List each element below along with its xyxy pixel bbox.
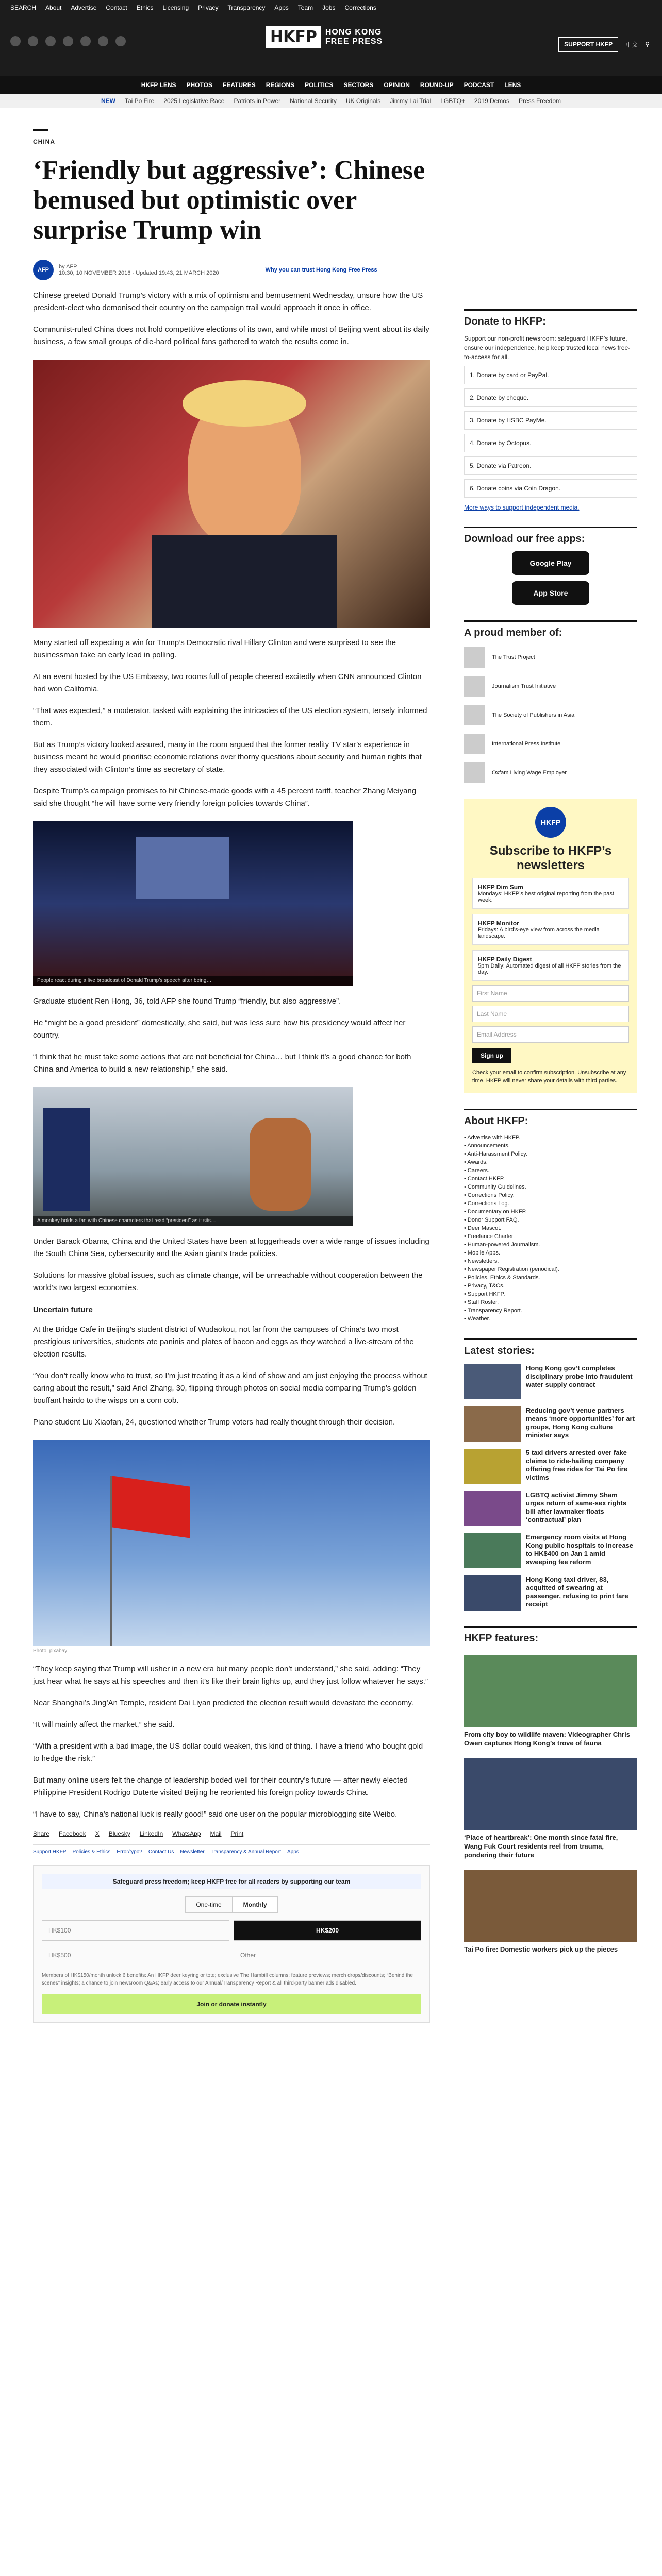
story-thumbnail[interactable] xyxy=(464,1406,521,1442)
member-logo xyxy=(464,762,485,783)
paragraph: At an event hosted by the US Embassy, two rooms full of people cheered excitedly when CNN announced Clinton had won California. xyxy=(33,672,422,693)
about-list xyxy=(464,1133,637,1323)
member-logo xyxy=(464,676,485,697)
features-title: HKFP features: xyxy=(464,1626,637,1645)
share-bar xyxy=(33,1830,430,1837)
more-ways-link[interactable]: More ways to support independent media. xyxy=(464,504,580,511)
newsletter-logo: HKFP xyxy=(535,807,566,838)
story-title[interactable]: LGBTQ activist Jimmy Sham urges return of same-sex rights bill after lawmaker floats ‘contractual’ plan xyxy=(526,1491,627,1523)
photo-caption: A monkey holds a fan with Chinese characters that read “president” as it sits… xyxy=(33,1216,353,1226)
about-link[interactable]: • Donor Support FAQ. xyxy=(464,1217,519,1223)
features-list xyxy=(464,1655,637,1954)
paragraph: He “might be a good president” domestically, she said, but was less sure how his presidency would affect her country. xyxy=(33,1019,406,1040)
nav-item[interactable]: OPINION xyxy=(384,81,410,89)
suit-shape xyxy=(152,535,337,628)
article-title: ‘Friendly but aggressive’: Chinese bemused but optimistic over surprise Trump win xyxy=(33,156,425,245)
app-store-button[interactable]: App Store xyxy=(512,581,589,605)
about-link[interactable]: • Announcements. xyxy=(464,1143,510,1149)
about-link[interactable]: • Weather. xyxy=(464,1316,490,1322)
member-item[interactable] xyxy=(464,705,637,725)
policy-link[interactable]: Newsletter xyxy=(180,1849,205,1855)
story-thumbnail[interactable] xyxy=(464,1364,521,1399)
signup-row xyxy=(472,1043,629,1063)
story-thumbnail[interactable] xyxy=(464,1533,521,1568)
option-name: HKFP Daily Digest xyxy=(478,956,532,963)
feature-title[interactable]: Tai Po fire: Domestic workers pick up the pieces xyxy=(464,1945,618,1953)
member-name: Journalism Trust Initiative xyxy=(492,683,556,689)
paragraph: Near Shanghai’s Jing’An Temple, resident Dai Liyan predicted the election result would devastate the economy. xyxy=(33,1699,413,1707)
youtube-icon[interactable] xyxy=(63,36,73,46)
photo-caption: Photo: pixabay xyxy=(33,1648,68,1654)
member-name: International Press Institute xyxy=(492,741,561,747)
monthly-option[interactable]: Monthly xyxy=(233,1896,278,1913)
nav-item[interactable]: FEATURES xyxy=(222,81,256,89)
about-link[interactable]: • Support HKFP. xyxy=(464,1291,505,1297)
support-button[interactable]: SUPPORT HKFP xyxy=(558,37,618,52)
flag-shape xyxy=(112,1476,190,1538)
category-label[interactable]: CHINA xyxy=(33,138,55,145)
apps-title: Download our free apps: xyxy=(464,527,637,545)
share-facebook[interactable]: Facebook xyxy=(59,1830,86,1837)
share-mail[interactable]: Mail xyxy=(210,1830,222,1837)
paragraph: Many started off expecting a win for Trump’s Democratic rival Hillary Clinton and were surprised to see the businessman take an early lead in polling. xyxy=(33,638,396,659)
nav-item[interactable]: REGIONS xyxy=(266,81,295,89)
option-desc: 5pm Daily: Automated digest of all HKFP stories from the day. xyxy=(478,963,621,975)
util-link[interactable]: Licensing xyxy=(162,4,189,11)
util-link[interactable]: Apps xyxy=(274,4,289,11)
member-title: A proud member of: xyxy=(464,620,637,639)
newsletter-title: Subscribe to HKFP’s newsletters xyxy=(489,844,612,872)
one-time-option[interactable]: One-time xyxy=(185,1896,232,1913)
about-link[interactable]: • Mobile Apps. xyxy=(464,1250,500,1256)
newsletter-option[interactable] xyxy=(472,878,629,909)
logo-name-line: HONG KONG xyxy=(325,27,382,37)
subnav-item[interactable]: 2019 Demos xyxy=(474,97,509,105)
logo-name-line: FREE PRESS xyxy=(325,37,383,46)
donate-head: Safeguard press freedom; keep HKFP free for all readers by supporting our team xyxy=(42,1874,421,1889)
nav-item[interactable]: ROUND-UP xyxy=(420,81,454,89)
section-heading: Uncertain future xyxy=(33,1306,93,1314)
donate-panel xyxy=(464,309,637,511)
article xyxy=(33,129,430,2023)
first-name-field[interactable]: First Name xyxy=(472,985,629,1002)
paragraph: “With a president with a bad image, the US dollar could weaken, this kind of thing. I have a friend who bought gold to hedge the risk.” xyxy=(33,1742,423,1763)
story-title[interactable]: Reducing gov’t venue partners means ‘more opportunities’ for art groups, Hong Kong culture minister says xyxy=(526,1406,635,1439)
story-thumbnail[interactable] xyxy=(464,1449,521,1484)
option-desc: Fridays: A bird’s-eye view from across the media landscape. xyxy=(478,927,600,939)
amount-option-selected[interactable]: HK$200 xyxy=(234,1920,421,1941)
about-link[interactable]: • Newspaper Registration (periodical). xyxy=(464,1266,559,1273)
new-badge: NEW xyxy=(101,97,115,105)
paragraph: But as Trump’s victory looked assured, many in the room argued that the former reality TV star’s experience in business meant he would prioritise economic relations over thorny questions about security and human rights that they associated with Clinton’s time as secretary of state. xyxy=(33,740,422,774)
subnav-item[interactable]: Patriots in Power xyxy=(234,97,281,105)
publish-date: 10:30, 10 NOVEMBER 2016 · Updated 19:43, 21 MARCH 2020 xyxy=(59,270,219,276)
paragraph: Solutions for massive global issues, such as climate change, will be unreachable without cooperation between the world’s two largest economies. xyxy=(33,1271,423,1292)
about-link[interactable]: • Policies, Ethics & Standards. xyxy=(464,1275,540,1281)
search-link[interactable]: SEARCH xyxy=(10,4,37,11)
policy-link[interactable]: Error/typo? xyxy=(117,1849,142,1855)
paragraph: Communist-ruled China does not hold competitive elections of its own, and while most of Beijing went about its daily business, a few small groups of die-hard political fans gathered to watch the results come in. xyxy=(33,325,429,346)
share-x[interactable]: X xyxy=(95,1830,100,1837)
screen-shape xyxy=(136,837,229,899)
last-name-field[interactable]: Last Name xyxy=(472,1006,629,1022)
member-name: Oxfam Living Wage Employer xyxy=(492,770,567,776)
util-link[interactable]: Privacy xyxy=(198,4,219,11)
feature-image[interactable] xyxy=(464,1758,637,1830)
subnav-item[interactable]: Press Freedom xyxy=(518,97,561,105)
about-link[interactable]: • Deer Mascot. xyxy=(464,1225,502,1231)
paragraph: Despite Trump’s campaign promises to hit Chinese-made goods with a 45 percent tariff, teacher Zhang Meiyang said she thought “he will have some very friendly foreign policies towards China”. xyxy=(33,787,417,808)
story-title[interactable]: Hong Kong taxi driver, 83, acquitted of swearing at passenger, refusing to print fare receipt xyxy=(526,1575,628,1608)
feature-title[interactable]: ‘Place of heartbreak’: One month since fatal fire, Wang Fuk Court residents reel from trauma, pondering their future xyxy=(464,1834,618,1859)
latest-story[interactable] xyxy=(464,1491,637,1526)
latest-story[interactable] xyxy=(464,1533,637,1568)
share-whatsapp[interactable]: WhatsApp xyxy=(172,1830,201,1837)
nav-item[interactable]: PODCAST xyxy=(464,81,494,89)
donate-title: Donate to HKFP: xyxy=(464,309,637,328)
author-name[interactable]: by AFP xyxy=(59,264,77,270)
share-print[interactable]: Print xyxy=(230,1830,244,1837)
logo-name xyxy=(325,28,383,46)
share-linkedin[interactable]: LinkedIn xyxy=(139,1830,163,1837)
util-link[interactable]: Ethics xyxy=(136,4,154,11)
option-name: HKFP Dim Sum xyxy=(478,884,523,891)
paragraph: Graduate student Ren Hong, 36, told AFP she found Trump “friendly, but also aggressive”. xyxy=(33,997,341,1006)
about-link[interactable]: • Advertise with HKFP. xyxy=(464,1134,520,1141)
newsletter-signup xyxy=(464,799,637,1093)
about-title: About HKFP: xyxy=(464,1109,637,1127)
paragraph: Under Barack Obama, China and the United States have been at loggerheads over a wide range of issues including the South China Sea, cybersecurity and the Asian giant’s trade policies. xyxy=(33,1237,429,1258)
trust-link[interactable]: Why you can trust Hong Kong Free Press xyxy=(265,267,377,273)
story-thumbnail[interactable] xyxy=(464,1575,521,1611)
donate-note: Members of HK$150/month unlock 6 benefits: An HKFP deer keyring or tote; exclusive The Hambill columns; feature previews; merch drops/discounts; “Behind the scenes” insights; a chance to join newsroom Q&As; early access to our Annual/Transparency Report & all third-party banner ads disabled. xyxy=(42,1973,413,1986)
member-name: The Society of Publishers in Asia xyxy=(492,712,575,718)
monkey-shape xyxy=(250,1118,311,1211)
member-logo xyxy=(464,705,485,725)
nav-item[interactable]: POLITICS xyxy=(305,81,334,89)
story-title[interactable]: Emergency room visits at Hong Kong public hospitals to increase to HK$400 on Jan 1 amid sweeping fee reform xyxy=(526,1533,634,1566)
member-item[interactable] xyxy=(464,734,637,754)
member-item[interactable] xyxy=(464,647,637,668)
about-link[interactable]: • Documentary on HKFP. xyxy=(464,1209,527,1215)
feature-story[interactable] xyxy=(464,1870,637,1954)
subnav-item[interactable]: Jimmy Lai Trial xyxy=(390,97,432,105)
about-link[interactable]: • Careers. xyxy=(464,1167,490,1174)
byline xyxy=(33,260,430,280)
about-link[interactable]: • Staff Roster. xyxy=(464,1299,499,1306)
member-logo xyxy=(464,647,485,668)
option-desc: Mondays: HKFP’s best original reporting from the past week. xyxy=(478,891,614,903)
newsletter-option[interactable] xyxy=(472,914,629,945)
policy-link[interactable]: Policies & Ethics xyxy=(72,1849,111,1855)
about-link[interactable]: • Human-powered Journalism. xyxy=(464,1242,540,1248)
newsletter-footnote: Check your email to confirm subscription. Unsubscribe at any time. HKFP will never share your details with third parties. xyxy=(472,1070,626,1084)
subnav-item[interactable]: National Security xyxy=(290,97,337,105)
policy-link[interactable]: Support HKFP xyxy=(33,1849,67,1855)
feature-image[interactable] xyxy=(464,1870,637,1942)
donate-text: Support our non-profit newsroom: safeguard HKFP’s future, ensure our independence, help keep trusted local news free-to-access for all. xyxy=(464,335,631,361)
nav-item[interactable]: PHOTOS xyxy=(186,81,212,89)
share-bluesky[interactable]: Bluesky xyxy=(108,1830,130,1837)
sidebar xyxy=(464,309,637,1954)
util-link[interactable]: Contact xyxy=(106,4,127,11)
paragraph: “That was expected,” a moderator, tasked with explaining the intricacies of the US election system, tersely informed them. xyxy=(33,706,427,727)
util-link[interactable]: About xyxy=(45,4,62,11)
about-link[interactable]: • Awards. xyxy=(464,1159,488,1165)
top-bar xyxy=(0,0,662,76)
paragraph: “You don’t really know who to trust, so I’m just treating it as a kind of show and am just enjoying the process without caring about the result,” said Ariel Zhang, 30, flipping through photos on social media comparing Trump’s golden bouffant hairdo to the wisps on a corn cob. xyxy=(33,1371,427,1405)
frequency-toggle xyxy=(42,1896,421,1913)
paragraph: “They keep saying that Trump will usher in a new era but many people don’t understand,” she said, adding: “They just hear what he says at his speeches and then it’s like their brain lights up, and they just follow whatever he says.” xyxy=(33,1665,428,1686)
about-link[interactable]: • Community Guidelines. xyxy=(464,1184,526,1190)
main-nav xyxy=(0,76,662,94)
logo-mark: HKFP xyxy=(266,26,321,48)
member-name: The Trust Project xyxy=(492,654,535,660)
donate-option[interactable]: 3. Donate by HSBC PayMe. xyxy=(464,411,637,430)
about-link[interactable]: • Newsletters. xyxy=(464,1258,499,1264)
option-name: HKFP Monitor xyxy=(478,920,519,927)
language-link[interactable]: 中文 xyxy=(625,41,638,48)
subnav-item[interactable]: UK Originals xyxy=(345,97,381,105)
subnav-item[interactable]: Tai Po Fire xyxy=(125,97,155,105)
feature-story[interactable] xyxy=(464,1655,637,1748)
about-link[interactable]: • Transparency Report. xyxy=(464,1308,522,1314)
author-avatar[interactable]: AFP xyxy=(33,260,54,280)
feature-image[interactable] xyxy=(464,1655,637,1727)
share-label: Share xyxy=(33,1830,50,1837)
donate-option[interactable]: 4. Donate by Octopus. xyxy=(464,434,637,452)
sub-nav xyxy=(0,94,662,108)
latest-story[interactable] xyxy=(464,1364,637,1399)
subnav-item[interactable]: 2025 Legislative Race xyxy=(163,97,225,105)
about-link[interactable]: • Privacy, T&Cs. xyxy=(464,1283,505,1289)
twitter-icon[interactable] xyxy=(28,36,38,46)
trump-photo xyxy=(33,360,430,628)
nav-item[interactable]: SECTORS xyxy=(343,81,374,89)
social-icons xyxy=(10,36,126,46)
nav-item[interactable]: LENS xyxy=(504,81,521,89)
paragraph: “It will mainly affect the market,” she said. xyxy=(33,1720,175,1729)
hair-shape xyxy=(183,380,306,427)
search-icon[interactable]: ⚲ xyxy=(645,41,650,48)
member-item[interactable] xyxy=(464,762,637,783)
about-link[interactable]: • Freelance Charter. xyxy=(464,1233,515,1240)
story-title[interactable]: Hong Kong gov’t completes disciplinary probe into fraudulent water supply contract xyxy=(526,1364,633,1388)
latest-story[interactable] xyxy=(464,1406,637,1442)
amount-options xyxy=(42,1920,421,1965)
util-link[interactable]: Corrections xyxy=(344,4,376,11)
broadcast-photo xyxy=(33,821,353,986)
latest-list xyxy=(464,1364,637,1611)
latest-title: Latest stories: xyxy=(464,1338,637,1357)
policy-link[interactable]: Contact Us xyxy=(148,1849,174,1855)
donate-widget xyxy=(33,1865,430,2023)
donate-option[interactable]: 1. Donate by card or PayPal. xyxy=(464,366,637,384)
util-link[interactable]: Transparency xyxy=(227,4,266,11)
donate-option[interactable]: 6. Donate coins via Coin Dragon. xyxy=(464,479,637,498)
policy-link[interactable]: Transparency & Annual Report xyxy=(210,1849,281,1855)
paragraph: At the Bridge Cafe in Beijing’s student district of Wudaokou, not far from the campuses of China’s two most prestigious universities, students ate paninis and plates of bacon and eggs as they watched a live-stream of the election results. xyxy=(33,1325,414,1359)
policy-link[interactable]: Apps xyxy=(287,1849,299,1855)
paragraph: “I think that he must take some actions that are not beneficial for China… but I think it’s a good chance for both China and America to build a new relationship,” she said. xyxy=(33,1053,411,1074)
mail-icon[interactable] xyxy=(115,36,126,46)
monkey-photo xyxy=(33,1087,353,1226)
util-link[interactable]: Advertise xyxy=(71,4,97,11)
member-item[interactable] xyxy=(464,676,637,697)
telegram-icon[interactable] xyxy=(80,36,91,46)
figure-shape xyxy=(43,1108,90,1211)
util-link[interactable]: Jobs xyxy=(322,4,336,11)
site-logo[interactable] xyxy=(266,26,383,48)
donate-option[interactable]: 2. Donate by cheque. xyxy=(464,388,637,407)
paragraph: Chinese greeted Donald Trump’s victory with a mix of optimism and bemusement Wednesday, unsure how the US president-elect who demonised their country on the campaign trail would approach it once in office. xyxy=(33,291,423,312)
divider xyxy=(33,129,48,131)
about-link[interactable]: • Anti-Harassment Policy. xyxy=(464,1151,527,1157)
linkedin-icon[interactable] xyxy=(98,36,108,46)
feature-title[interactable]: From city boy to wildlife maven: Videographer Chris Owen captures Hong Kong’s trove of fauna xyxy=(464,1731,630,1747)
latest-story[interactable] xyxy=(464,1449,637,1484)
flag-photo xyxy=(33,1440,430,1646)
paragraph: “I have to say, China’s national luck is really good!” said one user on the popular microblogging site Weibo. xyxy=(33,1810,398,1819)
policy-links xyxy=(33,1844,430,1855)
newsletter-option[interactable] xyxy=(472,950,629,981)
story-title[interactable]: 5 taxi drivers arrested over fake claims to ride-hailing company offering free rides for Tai Po fire victims xyxy=(526,1449,627,1481)
utility-links xyxy=(10,4,376,11)
story-thumbnail[interactable] xyxy=(464,1491,521,1526)
join-button[interactable]: Join or donate instantly xyxy=(42,1994,421,2014)
email-field[interactable]: Email Address xyxy=(472,1026,629,1043)
latest-story[interactable] xyxy=(464,1575,637,1611)
member-logo xyxy=(464,734,485,754)
about-link[interactable]: • Corrections Log. xyxy=(464,1200,509,1207)
photo-caption: People react during a live broadcast of Donald Trump’s speech after being… xyxy=(33,976,353,986)
paragraph: But many online users felt the change of leadership boded well for their country’s future — after newly elected Philippine President Rodrigo Duterte visited Beijing he reoriented his foreign policy towards China. xyxy=(33,1776,408,1797)
top-right-actions xyxy=(558,37,650,52)
subnav-item[interactable]: LGBTQ+ xyxy=(440,97,465,105)
about-link[interactable]: • Corrections Policy. xyxy=(464,1192,515,1198)
instagram-icon[interactable] xyxy=(45,36,56,46)
amount-option[interactable]: HK$100 xyxy=(42,1920,229,1941)
facebook-icon[interactable] xyxy=(10,36,21,46)
paragraph: Piano student Liu Xiaofan, 24, questioned whether Trump voters had really thought through their decision. xyxy=(33,1418,395,1427)
signup-button[interactable]: Sign up xyxy=(472,1048,511,1063)
google-play-button[interactable]: Google Play xyxy=(512,551,589,575)
amount-option[interactable]: HK$500 xyxy=(42,1945,229,1965)
about-link[interactable]: • Contact HKFP. xyxy=(464,1176,505,1182)
donate-option[interactable]: 5. Donate via Patreon. xyxy=(464,456,637,475)
feature-story[interactable] xyxy=(464,1758,637,1859)
nav-item[interactable]: HKFP LENS xyxy=(141,81,176,89)
amount-option-other[interactable]: Other xyxy=(234,1945,421,1965)
util-link[interactable]: Team xyxy=(297,4,313,11)
